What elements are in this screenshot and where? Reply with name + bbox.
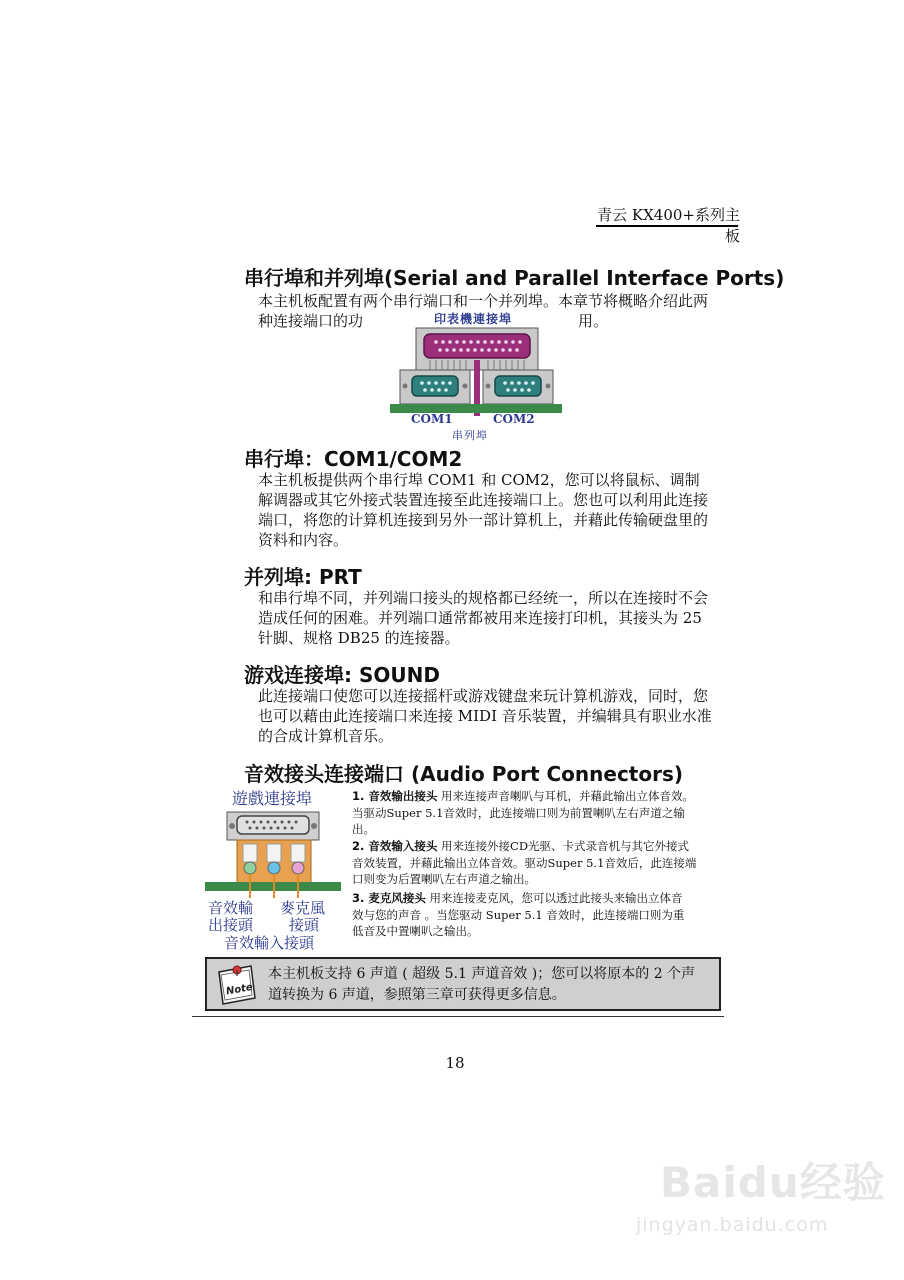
note-line: 道转换为 6 声道，参照第三章可获得更多信息。 [268, 987, 566, 1003]
prt-line: 和串行埠不同，并列端口接头的规格都已经统一，所以在连接时不会 [258, 589, 709, 607]
audio-figure [205, 784, 345, 956]
heading-audio: 音效接头连接端口 (Audio Port Connectors) [244, 762, 684, 786]
audio-item-mic [352, 890, 742, 940]
page-header-title: 青云 KX400+系列主板 [597, 206, 740, 245]
serial-parallel-intro-line2b: 用。 [578, 312, 609, 330]
audio-item-text: 当驱动Super 5.1音效时，此连接端口则为前置喇叭左右声道之输 [352, 805, 685, 820]
heading-com: 串行埠：COM1/COM2 [244, 447, 463, 471]
footer-rule [192, 1016, 724, 1017]
audio-item-line-out [352, 788, 742, 838]
ports-figure [390, 308, 565, 444]
com-line: 资料和内容。 [258, 531, 349, 549]
audio-item-text: 用来连接外接CD光驱、卡式录音机与其它外接式 [441, 839, 690, 853]
heading-serial-parallel: 串行埠和并列埠(Serial and Parallel Interface Ports) [244, 266, 785, 290]
serial-parallel-intro-line1: 本主机板配置有两个串行端口和一个并列埠。本章节将概略介绍此两 [258, 292, 709, 310]
heading-sound: 游戏连接埠: SOUND [244, 663, 440, 687]
sound-line: 此连接端口使您可以连接摇杆或游戏键盘来玩计算机游戏，同时，您 [258, 687, 709, 705]
audio-item-title: 3. 麦克风接头 [352, 891, 426, 905]
page-number: 18 [445, 1054, 465, 1072]
line-out-label-1: 音效輸 [208, 899, 254, 917]
sound-line: 也可以藉由此连接端口来连接 MIDI 音乐装置，并编辑具有职业水准 [258, 707, 712, 725]
sound-line: 的合成计算机音乐。 [258, 727, 394, 745]
printer-port-label: 印表機連接埠 [434, 312, 513, 326]
audio-illustration [205, 806, 345, 898]
audio-item-line-in [352, 838, 742, 888]
com-line: 本主机板提供两个串行埠 COM1 和 COM2，您可以将鼠标、调制 [258, 471, 700, 489]
audio-item-text: 音效装置，并藉此输出立体音效。驱动Super 5.1音效后，此连接端 [352, 855, 697, 870]
note-line: 本主机板支持 6 声道 ( 超级 5.1 声道音效 )；您可以将原本的 2 个声 [268, 966, 696, 982]
mic-label-1: 麥克風 [280, 899, 326, 917]
header-rule [596, 225, 738, 227]
audio-item-text: 用来连接声音喇叭与耳机，并藉此输出立体音效。 [441, 789, 695, 803]
com-line: 端口，将您的计算机连接到另外一部计算机上，并藉此传输硬盘里的 [258, 511, 709, 529]
audio-item-text: 用来连接麦克风，您可以透过此接头来输出立体音 [429, 891, 683, 905]
prt-line: 针脚、规格 DB25 的连接器。 [258, 629, 460, 647]
com-line: 解调器或其它外接式装置连接至此连接端口上。您也可以利用此连接 [258, 491, 709, 509]
note-text [268, 964, 708, 1006]
heading-prt: 并列埠: PRT [244, 565, 362, 589]
audio-item-text: 低音及中置喇叭之输出。 [352, 924, 479, 938]
mic-label-2: 接頭 [289, 916, 320, 934]
line-out-label-2: 出接頭 [208, 916, 254, 934]
game-port-label: 遊戲連接埠 [232, 789, 313, 808]
com1-label: COM1 [411, 412, 453, 426]
audio-item-text: 口则变为后置喇叭左右声道之输出。 [352, 872, 536, 886]
audio-item-title: 2. 音效输入接头 [352, 839, 438, 853]
watermark-brand: Baidu经验 [660, 1158, 886, 1207]
ports-illustration [390, 326, 565, 426]
serial-parallel-intro-line2a: 种连接端口的功 [258, 312, 364, 330]
line-in-label: 音效輸入接頭 [224, 934, 315, 952]
audio-item-text: 出。 [352, 822, 375, 836]
watermark-url: jingyan.baidu.com [636, 1214, 829, 1236]
audio-item-title: 1. 音效输出接头 [352, 789, 438, 803]
audio-item-text: 效与您的声音 。当您驱动 Super 5.1 音效时，此连接端口则为重 [352, 907, 685, 922]
com2-label: COM2 [493, 412, 535, 426]
prt-line: 造成任何的困难。并列端口通常都被用来连接打印机，其接头为 25 [258, 609, 702, 627]
serial-port-label: 串列埠 [452, 429, 488, 442]
note-icon-label: Note [225, 981, 254, 998]
note-icon [213, 962, 259, 1006]
